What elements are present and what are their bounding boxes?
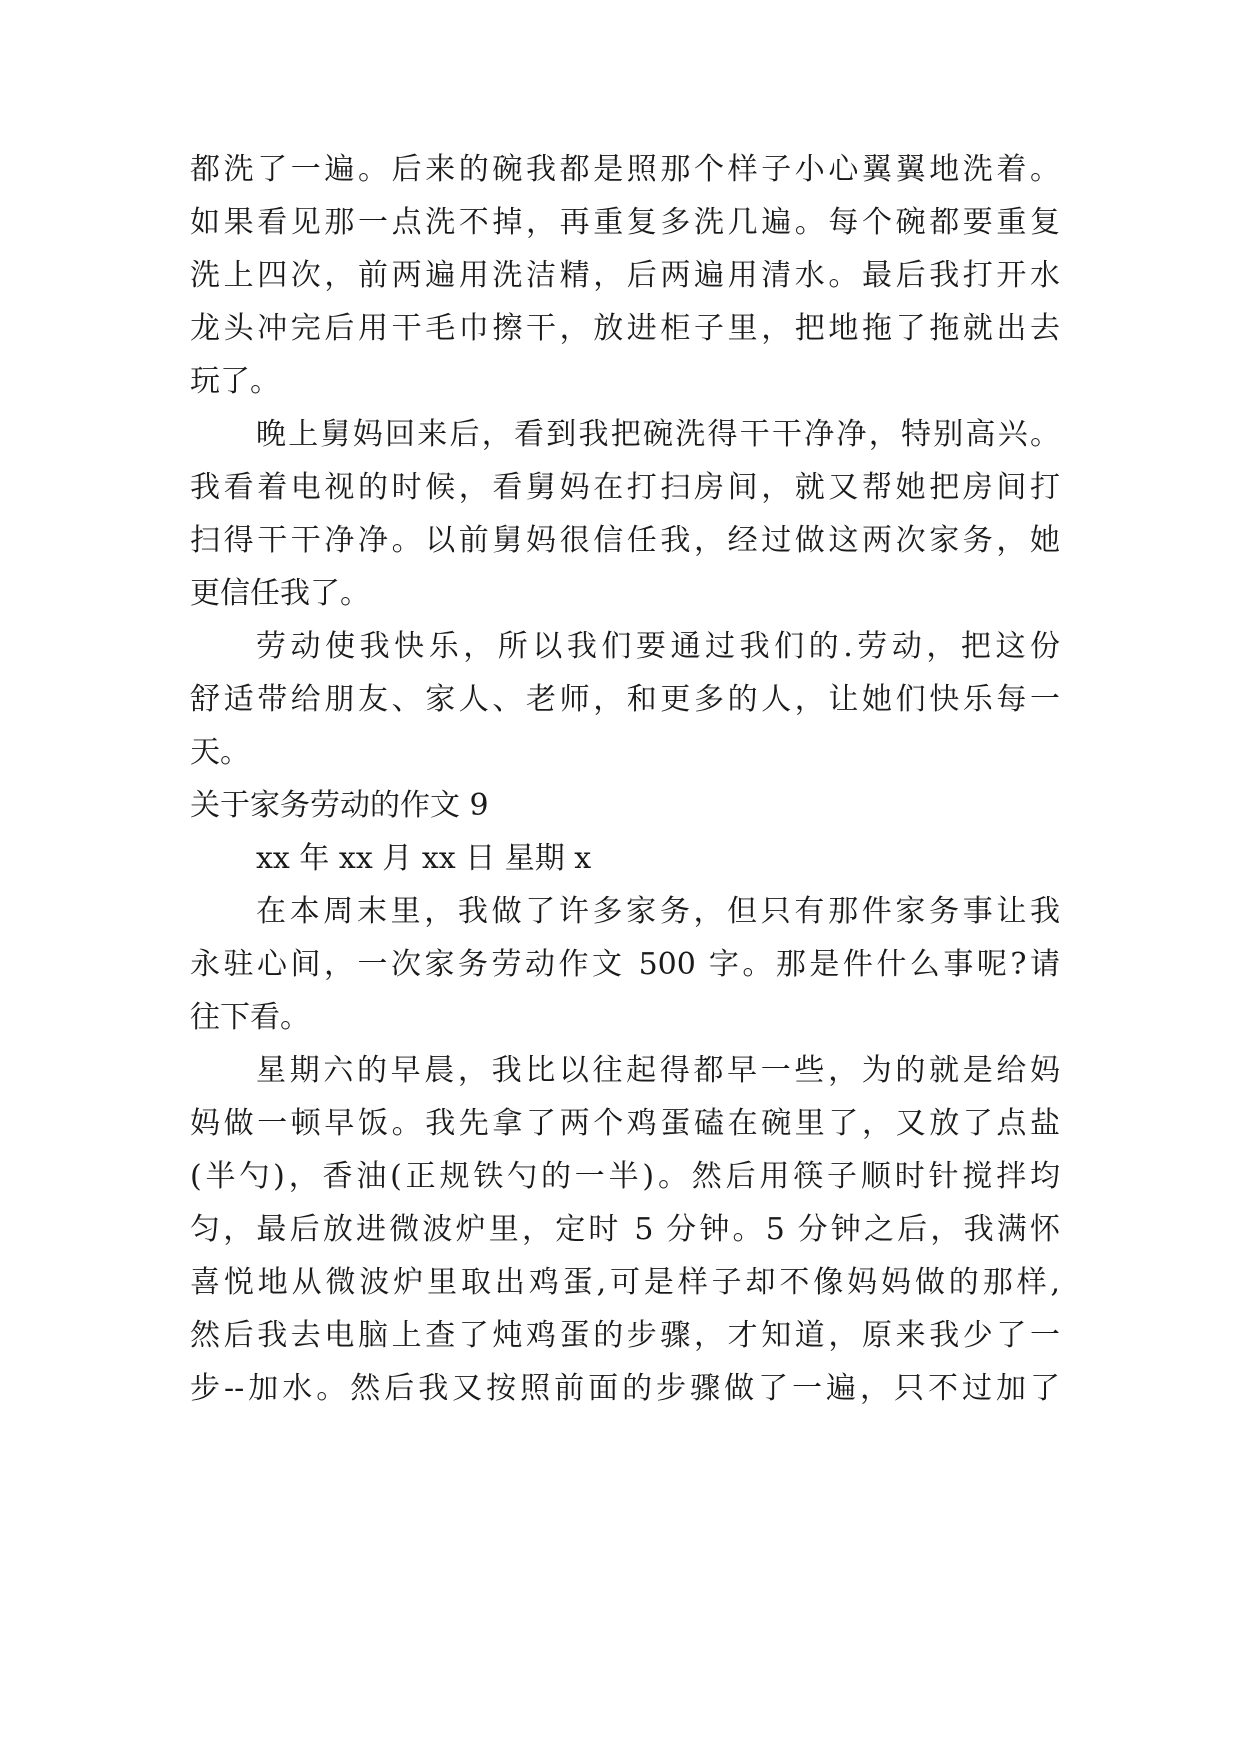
text-line: 妈做一顿早饭。我先拿了两个鸡蛋磕在碗里了，又放了点盐 (190, 1106, 1060, 1141)
text-line: 往下看。 (190, 1000, 310, 1035)
text-line: 我看着电视的时候，看舅妈在打扫房间，就又帮她把房间打 (190, 470, 1060, 505)
text-line: 玩了。 (190, 364, 280, 399)
text-line: 都洗了一遍。后来的碗我都是照那个样子小心翼翼地洗着。 (190, 152, 1060, 187)
text-line: 如果看见那一点洗不掉，再重复多洗几遍。每个碗都要重复 (190, 205, 1060, 240)
text-line: 扫得干干净净。以前舅妈很信任我，经过做这两次家务，她 (190, 523, 1060, 558)
text-line: 匀，最后放进微波炉里，定时 5 分钟。5 分钟之后，我满怀 (190, 1212, 1060, 1247)
text-line: 舒适带给朋友、家人、老师，和更多的人，让她们快乐每一 (190, 682, 1060, 717)
essay-date: xx 年 xx 月 xx 日 星期 x (256, 841, 592, 876)
paragraph-first-line: 劳动使我快乐，所以我们要通过我们的.劳动，把这份 (256, 629, 1060, 664)
text-line: 步--加水。然后我又按照前面的步骤做了一遍，只不过加了 (190, 1371, 1060, 1406)
text-line: 洗上四次，前两遍用洗洁精，后两遍用清水。最后我打开水 (190, 258, 1060, 293)
text-line: 更信任我了。 (190, 576, 370, 611)
text-line: (半勺)，香油(正规铁勺的一半)。然后用筷子顺时针搅拌均 (190, 1159, 1060, 1194)
paragraph-first-line: 在本周末里，我做了许多家务，但只有那件家务事让我 (256, 894, 1060, 929)
text-line: 永驻心间，一次家务劳动作文 500 字。那是件什么事呢?请 (190, 947, 1060, 982)
text-line: 喜悦地从微波炉里取出鸡蛋,可是样子却不像妈妈做的那样, (190, 1265, 1060, 1300)
text-line: 龙头冲完后用干毛巾擦干，放进柜子里，把地拖了拖就出去 (190, 311, 1060, 346)
text-line: 然后我去电脑上查了炖鸡蛋的步骤，才知道，原来我少了一 (190, 1318, 1060, 1353)
paragraph-first-line: 星期六的早晨，我比以往起得都早一些，为的就是给妈 (256, 1053, 1060, 1088)
text-line: 天。 (190, 735, 250, 770)
paragraph-first-line: 晚上舅妈回来后，看到我把碗洗得干干净净，特别高兴。 (256, 417, 1060, 452)
essay-title: 关于家务劳动的作文 9 (190, 788, 489, 823)
